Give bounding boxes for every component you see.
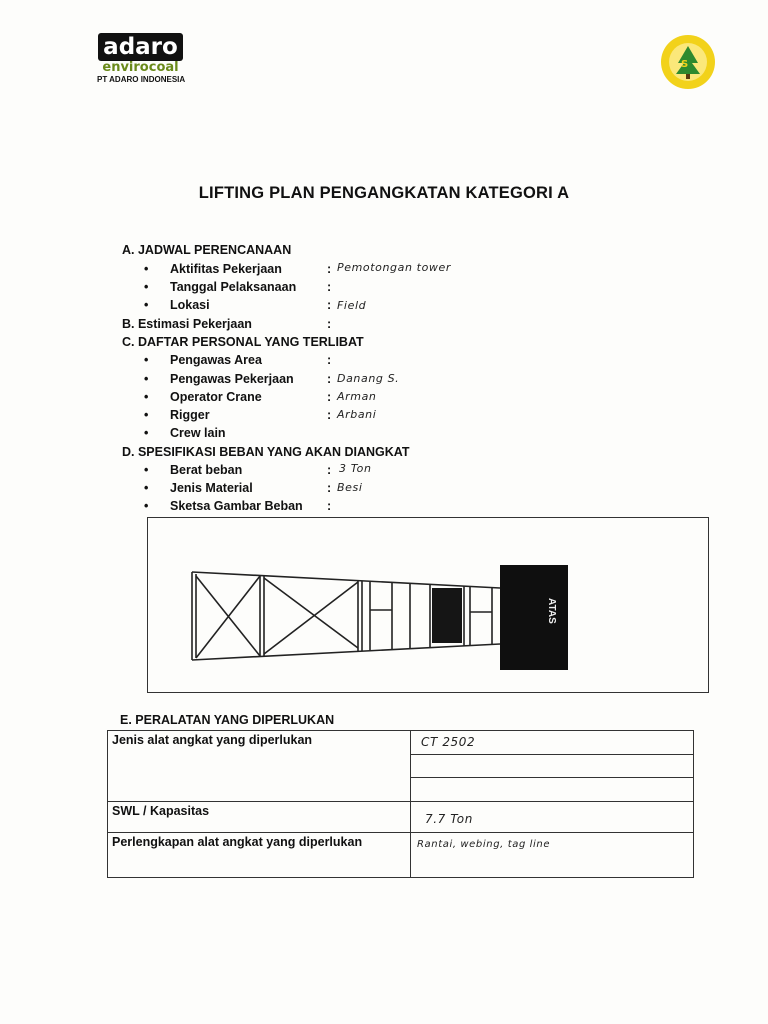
list-item: • Sketsa Gambar Beban bbox=[144, 499, 303, 513]
field-value-operator-crane: Arman bbox=[337, 390, 377, 403]
field-value-aktifitas: Pemotongan tower bbox=[337, 261, 451, 274]
section-b-heading: B. Estimasi Pekerjaan bbox=[122, 317, 252, 331]
table-cell-label: Jenis alat angkat yang diperlukan bbox=[108, 731, 411, 802]
table-cell-value: Rantai, webing, tag line bbox=[411, 833, 694, 878]
company-name: PT ADARO INDONESIA bbox=[97, 75, 186, 84]
field-value-lokasi: Field bbox=[337, 299, 367, 312]
section-d-heading: D. SPESIFIKASI BEBAN YANG AKAN DIANGKAT bbox=[122, 445, 410, 459]
list-item: • Tanggal Pelaksanaan bbox=[144, 280, 297, 294]
table-cell-value bbox=[411, 778, 694, 802]
logo-sub: envirocoal bbox=[102, 60, 179, 75]
section-a-heading: A. JADWAL PERENCANAAN bbox=[122, 243, 292, 257]
list-item: • Pengawas Area bbox=[144, 353, 262, 367]
field-value-pengawas-pekerjaan: Danang S. bbox=[337, 372, 400, 385]
list-item: • Crew lain bbox=[144, 426, 226, 440]
list-item: • Aktifitas Pekerjaan bbox=[144, 262, 282, 276]
logo-brand: adaro bbox=[98, 33, 183, 61]
section-c-heading: C. DAFTAR PERSONAL YANG TERLIBAT bbox=[122, 335, 364, 349]
sketch-label: ATAS bbox=[546, 598, 557, 624]
safety-management-seal bbox=[657, 33, 719, 91]
table-row bbox=[108, 833, 694, 878]
list-item: • Jenis Material bbox=[144, 481, 253, 495]
table-cell-value bbox=[411, 754, 694, 778]
document-title: LIFTING PLAN PENGANGKATAN KATEGORI A bbox=[198, 184, 570, 202]
table-cell-value: 7.7 Ton bbox=[411, 802, 694, 833]
field-value-rigger: Arbani bbox=[337, 408, 377, 421]
adaro-envirocoal-logo bbox=[96, 33, 186, 85]
table-row bbox=[108, 802, 694, 833]
equipment-table bbox=[107, 730, 694, 878]
section-e-heading: E. PERALATAN YANG DIPERLUKAN bbox=[120, 713, 335, 727]
table-cell-value: CT 2502 bbox=[411, 731, 694, 755]
table-cell-label: Perlengkapan alat angkat yang diperlukan bbox=[108, 833, 411, 878]
list-item: • Pengawas Pekerjaan bbox=[144, 372, 294, 386]
table-row bbox=[108, 731, 694, 755]
svg-text:S: S bbox=[681, 59, 689, 70]
field-value-berat-beban: 3 Ton bbox=[339, 462, 372, 475]
field-value-jenis-material: Besi bbox=[337, 481, 363, 494]
list-item: • Berat beban bbox=[144, 463, 243, 477]
tower-section-sketch bbox=[148, 518, 708, 692]
table-cell-label: SWL / Kapasitas bbox=[108, 802, 411, 833]
list-item: • Lokasi bbox=[144, 298, 210, 312]
list-item: • Rigger bbox=[144, 408, 210, 422]
load-sketch-box bbox=[147, 517, 709, 693]
list-item: • Operator Crane bbox=[144, 390, 262, 404]
